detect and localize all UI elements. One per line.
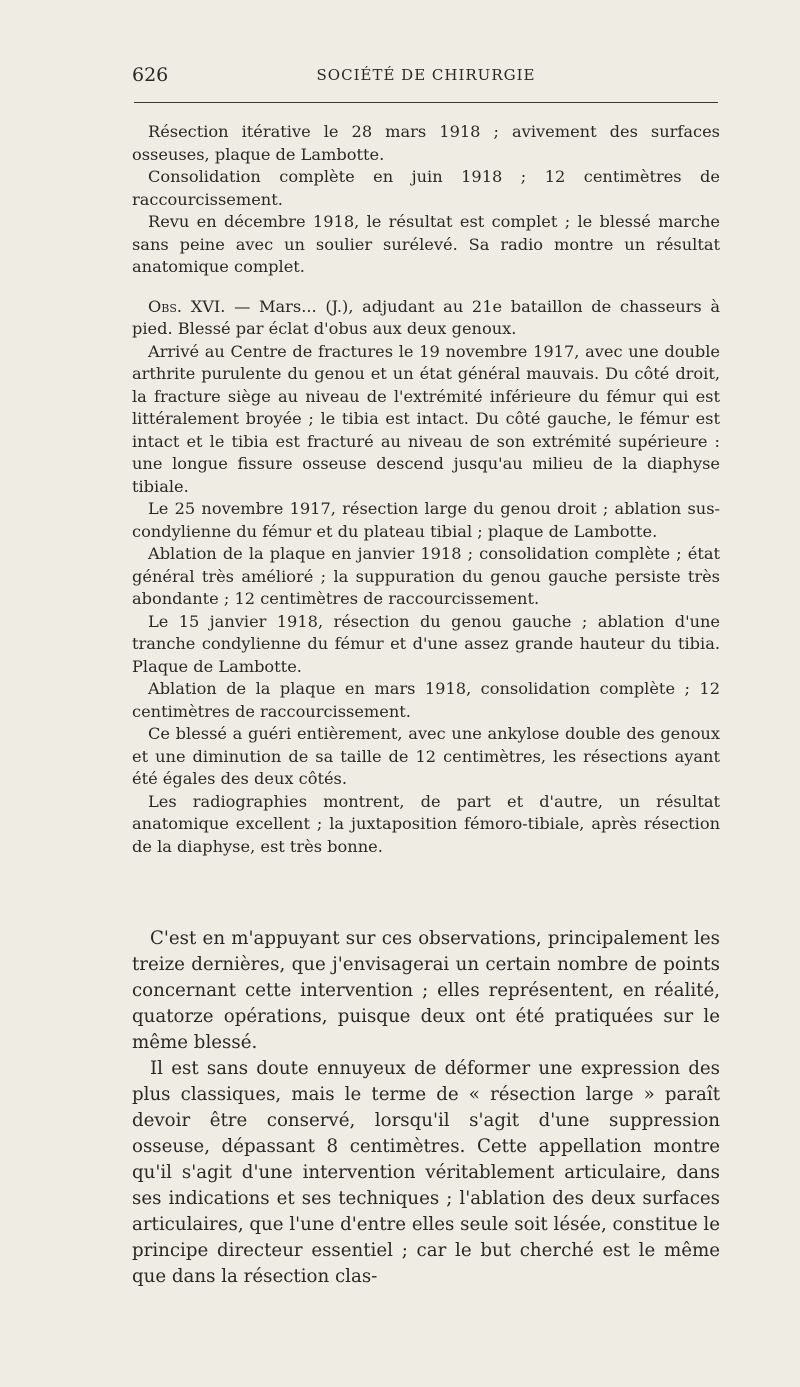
paragraph: Les radiographies montrent, de part et d'autre, un résultat anatomique excellent ; la juxtaposition fémoro-tibiale, après résection de la diaphyse, est très bonne.	[132, 791, 720, 856]
header-rule	[134, 102, 718, 103]
running-head: SOCIÉTÉ DE CHIRURGIE	[316, 66, 536, 84]
observation-heading-paragraph	[132, 296, 720, 341]
paragraph: Il est sans doute ennuyeux de déformer une expression des plus classiques, mais le terme de « résection large » paraît devoir être conservé, lorsqu'il s'agit d'une suppression osseuse, dépassant 8 centimètres. Cette appellation montre qu'il s'agit d'une intervention véritablement articulaire, dans ses indications et ses techniques ; l'ablation des deux surfaces articulaires, que l'une d'entre elles seule soit lésée, constitue le principe directeur essentiel ; car le but cherché est le même que dans la résection clas-	[132, 1058, 720, 1287]
observation-label: Obs. XVI.	[148, 296, 226, 316]
paragraph: C'est en m'appuyant sur ces observations, principalement les treize dernières, que j'envisagerai un certain nombre de points concernant cette intervention ; elles représentent, en réalité, quatorze opérations, puisque deux ont été pratiquées sur le même blessé.	[132, 928, 720, 1053]
page-header	[132, 64, 720, 88]
paragraph: Ce blessé a guéri entièrement, avec une ankylose double des genoux et une diminution de sa taille de 12 centimètres, les résections ayant été égales des deux côtés.	[132, 724, 720, 788]
paragraph: Ablation de la plaque en mars 1918, consolidation complète ; 12 centimètres de raccourcissement.	[132, 679, 720, 721]
small-print-block	[132, 121, 720, 858]
observation-intro: — Mars... (J.), adjudant au 21e bataillon de chasseurs à pied. Blessé par éclat d'obus aux deux genoux.	[132, 296, 720, 338]
paragraph: Le 15 janvier 1918, résection du genou gauche ; ablation d'une tranche condylienne du fémur et d'une assez grande hauteur du tibia. Plaque de Lambotte.	[132, 611, 720, 676]
paragraph: Le 25 novembre 1917, résection large du genou droit ; ablation sus-condylienne du fémur et du plateau tibial ; plaque de Lambotte.	[132, 499, 720, 541]
paragraph: Résection itérative le 28 mars 1918 ; avivement des surfaces osseuses, plaque de Lambotte.	[132, 122, 720, 164]
paragraph: Consolidation complète en juin 1918 ; 12 centimètres de raccourcissement.	[132, 167, 720, 209]
paragraph: Arrivé au Centre de fractures le 19 novembre 1917, avec une double arthrite purulente du genou et un état général mauvais. Du côté droit, la fracture siège au niveau de l'extrémité inférieure du fémur qui est littéralement broyée ; le tibia est intact. Du côté gauche, le fémur est intact et le tibia est fracturé au niveau de son extrémité supérieure : une longue fissure osseuse descend jusqu'au milieu de la diaphyse tibiale.	[132, 341, 720, 496]
paragraph: Revu en décembre 1918, le résultat est complet ; le blessé marche sans peine avec un soulier surélevé. Sa radio montre un résultat anatomique complet.	[132, 212, 720, 276]
page-number: 626	[132, 64, 169, 86]
main-text-block	[132, 926, 720, 1290]
paragraph: Ablation de la plaque en janvier 1918 ; consolidation complète ; état général très amélioré ; la suppuration du genou gauche persiste très abondante ; 12 centimètres de raccourcissement.	[132, 544, 720, 608]
